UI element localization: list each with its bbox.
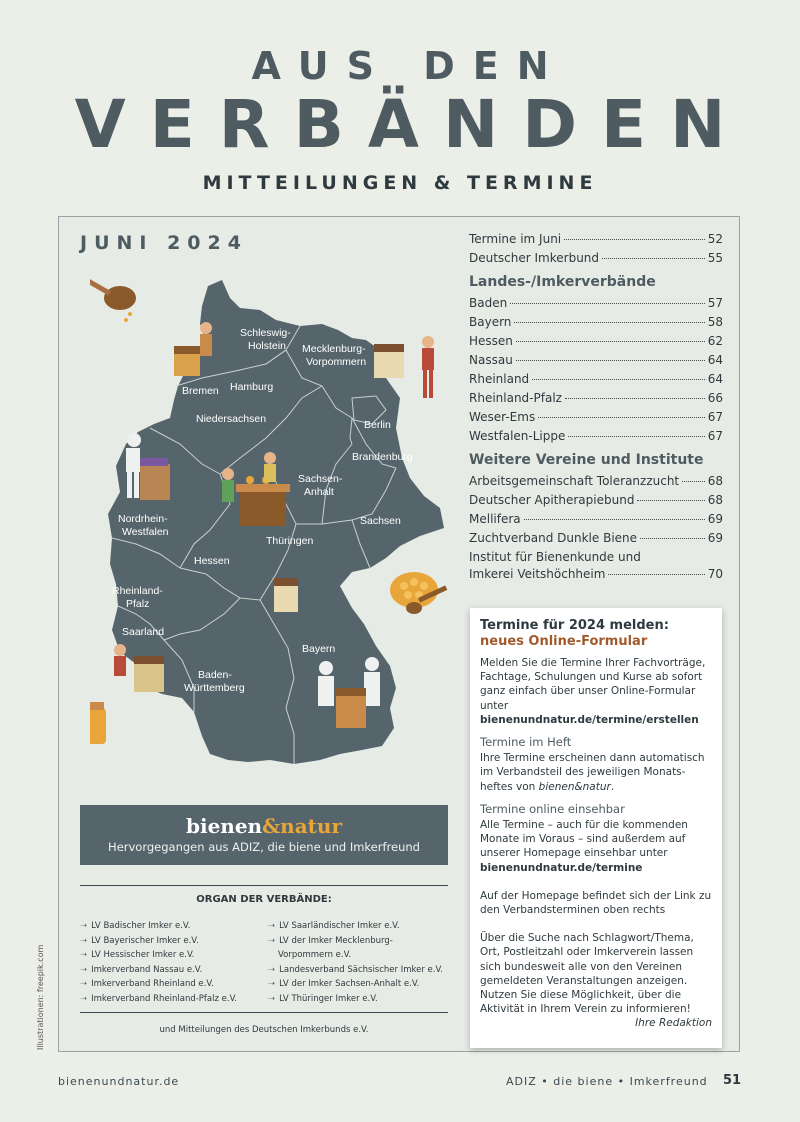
- toc-entry[interactable]: Rheinland 64: [469, 372, 723, 386]
- region-label-st: Sachsen-: [298, 473, 343, 485]
- honey-jar-icon: [90, 702, 106, 744]
- info-paragraph: Über die Suche nach Schlagwort/Thema, Ort, Postleitzahl oder Imkerverein lassen sich bundesweit alle von den Vereinen gemeldeten Veranstaltungen anzeigen. Nutzen Sie diese Möglichkeit, über die Aktivität in Ihrem Verein zu informieren!: [480, 932, 694, 1016]
- organ-title: ORGAN DER VERBÄNDE:: [196, 894, 332, 905]
- region-label-by: Bayern: [302, 643, 336, 655]
- toc-entry[interactable]: Deutscher Apitherapiebund 68: [469, 493, 723, 507]
- toc-section-heading: Landes-/Imkerverbände: [469, 274, 656, 290]
- region-label-bw: Baden-: [198, 669, 232, 681]
- table-of-contents: [469, 232, 723, 586]
- form-link[interactable]: bienenundnatur.de/termine/erstellen: [480, 713, 699, 726]
- toc-entry[interactable]: Rheinland-Pfalz 66: [469, 391, 723, 405]
- region-label-st-2: Anhalt: [304, 486, 334, 498]
- info-subheading: neues Online-Formular: [480, 634, 648, 649]
- brand-banner: [80, 805, 448, 865]
- honey-scoop-icon: [90, 276, 136, 322]
- page-number: 51: [723, 1073, 742, 1088]
- brand-logo: bienen&natur: [185, 814, 342, 838]
- region-label-sn: Sachsen: [360, 515, 401, 527]
- list-item: ➝ LV Badischer Imker e.V.: [80, 921, 191, 931]
- info-paragraph: Alle Termine – auch für die kommenden Monate im Voraus – sind außerdem auf unserer Homepage einsehbar unter bienenundnatur.de/termine: [480, 819, 688, 874]
- header-title: VERBÄNDEN: [74, 86, 750, 163]
- organ-footer: und Mitteilungen des Deutschen Imkerbunds e.V.: [159, 1025, 369, 1035]
- list-item: ➝ LV Saarländischer Imker e.V.: [268, 921, 400, 931]
- toc-entry[interactable]: Hessen 62: [469, 334, 723, 348]
- region-label-th: Thüringen: [266, 535, 314, 547]
- list-item-continuation: Vorpommern e.V.: [278, 950, 352, 960]
- info-paragraph: Melden Sie die Termine Ihrer Fachvorträge, Fachtage, Schulungen und Kurse ab sofort ganz einfach über unser Online-Formular unter bienenundnatur.de/termine/erstellen: [480, 657, 706, 726]
- organ-box: [80, 885, 448, 1013]
- toc-section-heading: Weitere Vereine und Institute: [469, 452, 704, 468]
- region-label-ni: Niedersachsen: [196, 413, 267, 425]
- germany-map: [90, 268, 450, 778]
- brand-tagline: Hervorgegangen aus ADIZ, die biene und Imkerfreund: [108, 840, 420, 854]
- header-line-1: AUS DEN: [251, 44, 567, 88]
- header-subtitle: MITTEILUNGEN & TERMINE: [202, 172, 598, 194]
- list-item: ➝ LV der Imker Sachsen-Anhalt e.V.: [268, 979, 420, 989]
- region-label-sh: Schleswig-: [240, 327, 291, 339]
- region-label-bb: Brandenburg: [352, 451, 413, 463]
- toc-entry[interactable]: Nassau 64: [469, 353, 723, 367]
- list-item: ➝ LV Hessischer Imker e.V.: [80, 950, 195, 960]
- region-label-rp-2: Pfalz: [126, 598, 150, 610]
- beekeeper-icon: [422, 336, 434, 398]
- info-paragraph: Ihre Termine erscheinen dann automatisch im Verbandsteil des jeweiligen Monats-heftes von bienen&natur.: [480, 752, 705, 793]
- region-label-nw-2: Westfalen: [122, 526, 169, 538]
- toc-entry[interactable]: Deutscher Imkerbund 55: [469, 251, 723, 265]
- illustration-credit: Illustrationen: freepik.com: [36, 944, 45, 1050]
- month-label: JUNI 2024: [80, 232, 248, 254]
- info-paragraph: Auf der Homepage befindet sich der Link zu den Verbandsterminen oben rechts: [480, 889, 712, 917]
- info-subhead-online: Termine online einsehbar: [480, 801, 625, 816]
- region-label-nw: Nordrhein-: [118, 513, 168, 525]
- toc-entry[interactable]: Imkerei Veitshöchheim 70: [469, 567, 723, 581]
- region-label-rp: Rheinland-: [112, 585, 163, 597]
- beehive-icon: [138, 458, 170, 500]
- list-item: ➝ LV Bayerischer Imker e.V.: [80, 935, 199, 946]
- info-box: [470, 608, 722, 1048]
- termine-link[interactable]: bienenundnatur.de/termine: [480, 861, 643, 874]
- list-item: ➝ LV der Imker Mecklenburg-: [268, 935, 393, 946]
- info-subhead-heft: Termine im Heft: [480, 735, 572, 750]
- region-label-bw-2: Württemberg: [184, 682, 245, 694]
- footer-publication: ADIZ • die biene • Imkerfreund: [506, 1075, 708, 1088]
- info-signoff: Ihre Redaktion: [635, 1017, 712, 1030]
- organ-column-left: [80, 919, 260, 1006]
- beehive-icon: [374, 344, 404, 378]
- region-label-be: Berlin: [364, 419, 391, 431]
- info-heading: Termine für 2024 melden:: [480, 618, 669, 633]
- list-item: ➝ LV Thüringer Imker e.V.: [268, 993, 378, 1004]
- region-label-mv-2: Vorpommern: [306, 356, 367, 368]
- toc-entry[interactable]: Weser-Ems 67: [469, 410, 723, 424]
- list-item: ➝ Imkerverband Rheinland-Pfalz e.V.: [80, 993, 237, 1004]
- toc-entry[interactable]: Westfalen-Lippe 67: [469, 429, 723, 443]
- region-label-mv: Mecklenburg-: [302, 343, 366, 355]
- toc-entry[interactable]: Zuchtverband Dunkle Biene 69: [469, 531, 723, 545]
- toc-entry[interactable]: Termine im Juni 52: [469, 232, 723, 246]
- beehive-icon: [174, 346, 200, 376]
- honeycomb-icon: [388, 568, 452, 628]
- beekeeper-icon: [200, 322, 212, 356]
- toc-entry-line[interactable]: Institut für Bienenkunde und: [469, 550, 641, 564]
- toc-entry[interactable]: Baden 57: [469, 296, 723, 310]
- region-label-he: Hessen: [194, 555, 230, 567]
- list-item: ➝ Imkerverband Nassau e.V.: [80, 964, 203, 975]
- footer-website[interactable]: bienenundnatur.de: [58, 1075, 180, 1088]
- region-label-sh-2: Holstein: [248, 340, 286, 352]
- toc-entry[interactable]: Bayern 58: [469, 315, 723, 329]
- toc-entry[interactable]: Arbeitsgemeinschaft Toleranzzucht 68: [469, 474, 723, 488]
- region-label-hb: Bremen: [182, 385, 219, 397]
- toc-entry[interactable]: Mellifera 69: [469, 512, 723, 526]
- region-label-hh: Hamburg: [230, 381, 274, 393]
- beehive-icon: [274, 578, 298, 612]
- list-item: ➝ Imkerverband Rheinland e.V.: [80, 979, 214, 989]
- region-label-sl: Saarland: [122, 626, 165, 638]
- organ-column-right: [260, 919, 448, 1006]
- list-item: ➝ Landesverband Sächsischer Imker e.V.: [268, 964, 443, 975]
